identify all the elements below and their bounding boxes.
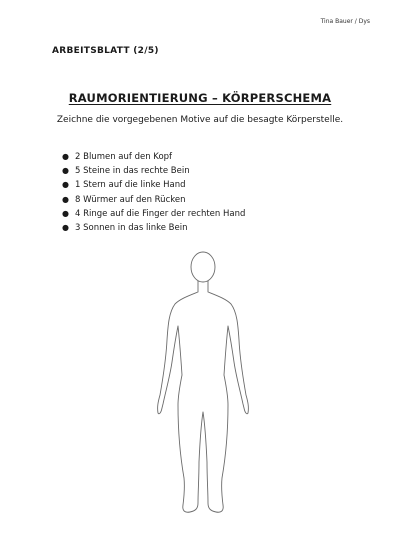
- task-text: 4 Ringe auf die Finger der rechten Hand: [75, 208, 246, 219]
- head-outline: [191, 252, 215, 282]
- sheet-label: ARBEITSBLATT (2/5): [52, 46, 159, 56]
- bullet-icon: ●: [62, 152, 69, 161]
- bullet-icon: ●: [62, 194, 69, 204]
- worksheet-title: RAUMORIENTIERUNG – KÖRPERSCHEMA: [68, 91, 332, 105]
- task-text: 5 Steine in das rechte Bein: [75, 166, 190, 177]
- bullet-icon: ●: [62, 166, 69, 176]
- body-outline: [158, 281, 249, 512]
- instruction-text: Zeichne die vorgegebenen Motive auf die besagte Körperstelle.: [56, 115, 344, 125]
- task-text: 3 Sonnen in das linke Bein: [75, 222, 188, 233]
- task-text: 8 Würmer auf den Rücken: [75, 194, 186, 205]
- task-text: 1 Stern auf die linke Hand: [75, 180, 186, 191]
- author-label: Tina Bauer / Dys: [320, 18, 370, 25]
- bullet-icon: ●: [62, 180, 69, 190]
- bullet-icon: ●: [62, 222, 69, 232]
- bullet-icon: ●: [62, 208, 69, 218]
- task-text: 2 Blumen auf den Kopf: [75, 152, 173, 162]
